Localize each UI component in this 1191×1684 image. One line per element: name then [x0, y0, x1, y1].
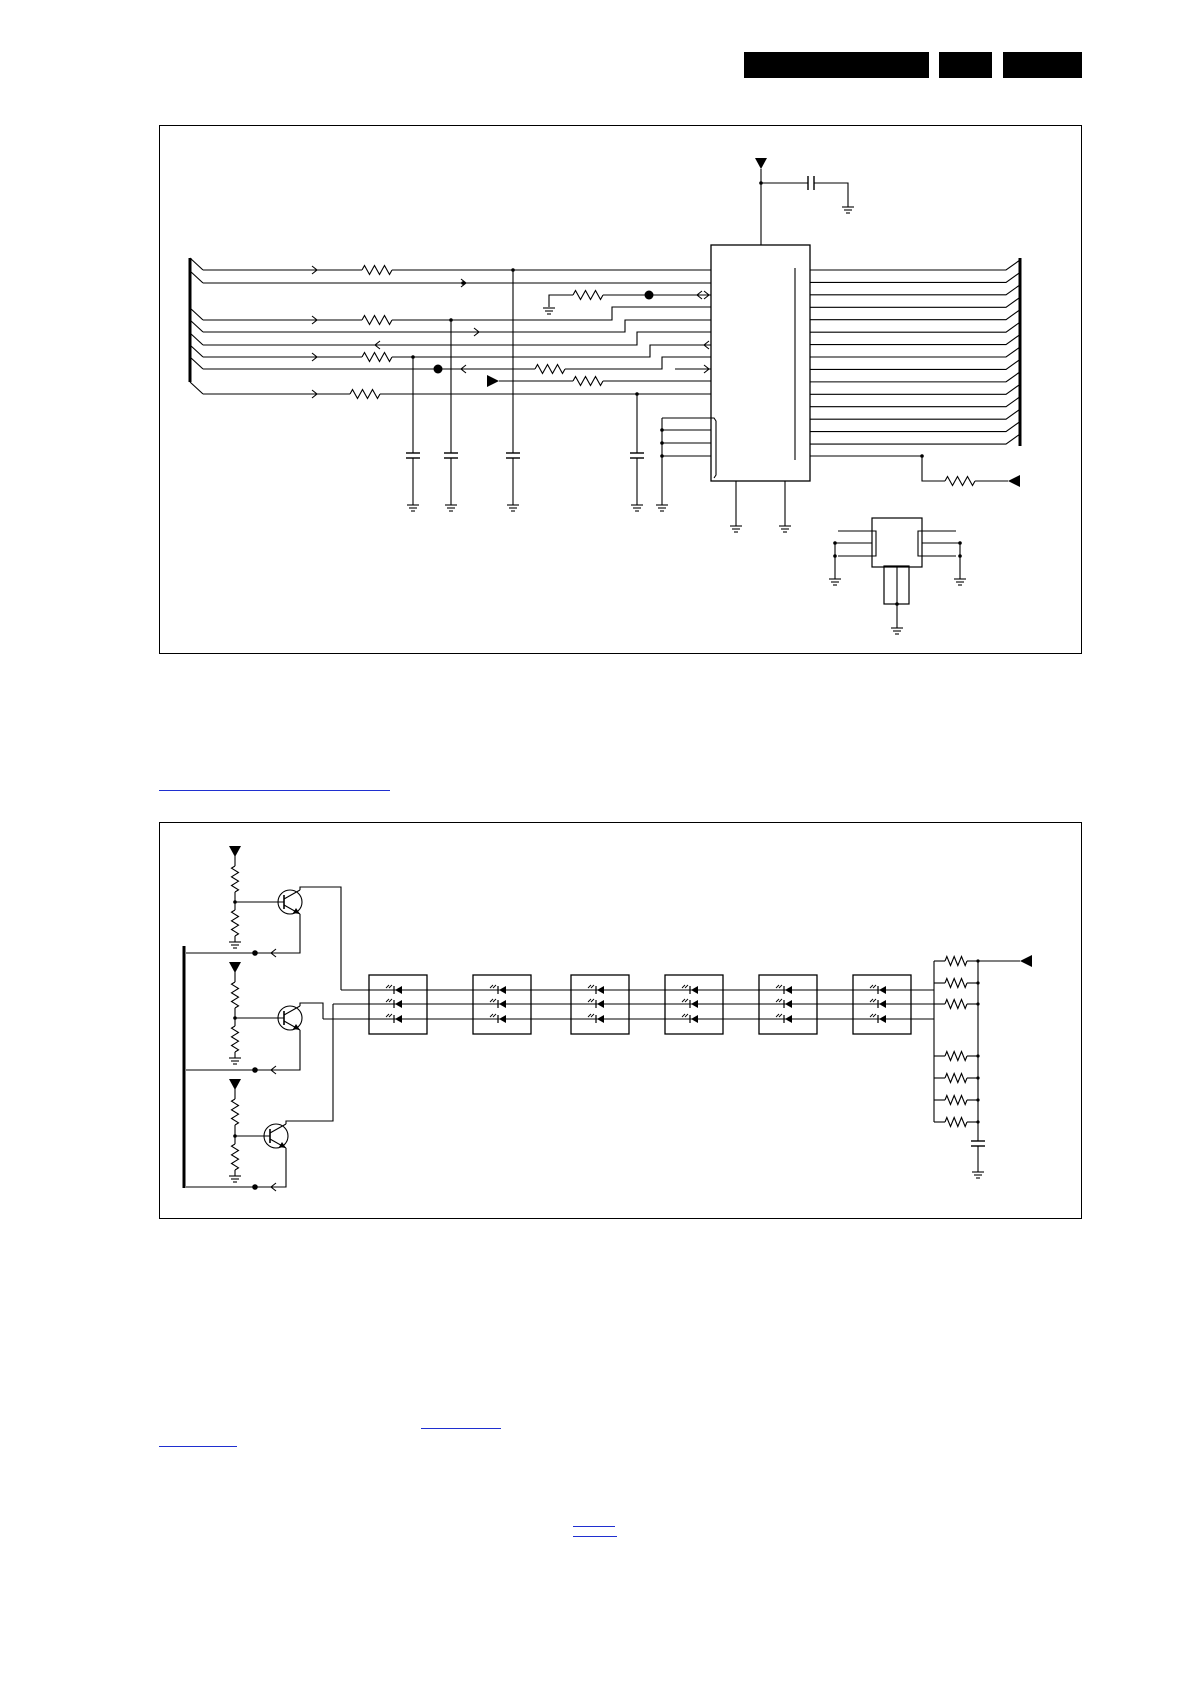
wire — [810, 397, 1020, 407]
wire — [190, 320, 203, 332]
diode-triangle — [597, 986, 604, 994]
diode-triangle — [499, 986, 506, 994]
resistor-icon — [232, 910, 239, 936]
ground-icon — [229, 1058, 241, 1064]
junction-dot — [252, 950, 258, 956]
capacitor-icon — [808, 176, 814, 190]
ground-icon — [829, 579, 841, 585]
supply-arrow-icon — [229, 846, 241, 857]
wire — [810, 347, 1020, 357]
diode-triangle — [597, 1015, 604, 1023]
light-ray — [490, 999, 493, 1002]
supply-arrow-icon — [229, 1079, 241, 1090]
transistor-collector — [284, 890, 300, 899]
wire — [810, 335, 1020, 345]
wire — [203, 320, 711, 332]
light-ray — [493, 1014, 496, 1017]
capacitor-icon — [406, 453, 420, 458]
wire — [810, 409, 1020, 419]
ground-icon — [229, 942, 241, 948]
light-ray — [682, 985, 685, 988]
ground-icon — [656, 505, 668, 511]
light-ray — [493, 985, 496, 988]
bottom-component-icon — [829, 518, 966, 634]
wire — [565, 357, 711, 369]
transistor-collector — [270, 1124, 286, 1133]
wire — [190, 308, 203, 320]
diode-triangle — [879, 1000, 886, 1008]
input-arrow-right-icon — [487, 375, 499, 387]
resistor-icon — [362, 266, 392, 275]
light-ray — [685, 1014, 688, 1017]
capacitor-icon — [444, 453, 458, 458]
diode-triangle — [499, 1000, 506, 1008]
ground-icon — [954, 579, 966, 585]
component-body — [872, 518, 922, 567]
wire — [186, 914, 300, 953]
wire — [810, 422, 1020, 432]
ground-icon — [507, 505, 519, 511]
junction-dot — [895, 602, 899, 606]
light-ray — [493, 999, 496, 1002]
ground-icon — [972, 1172, 984, 1178]
resistor-icon — [232, 982, 239, 1008]
junction-dot — [461, 281, 465, 285]
capacitor-icon — [971, 1141, 985, 1146]
input-arrow-left-icon — [1008, 475, 1020, 487]
ground-icon — [631, 505, 643, 511]
light-ray — [685, 985, 688, 988]
resistor-icon — [945, 1000, 967, 1009]
light-ray — [682, 999, 685, 1002]
junction-dot — [645, 291, 654, 300]
wire — [186, 1030, 300, 1070]
resistor-icon — [945, 957, 967, 966]
diode-triangle — [691, 1015, 698, 1023]
supply-arrow-icon — [229, 962, 241, 973]
wire — [810, 260, 1020, 270]
wire — [186, 1148, 286, 1187]
wire — [810, 372, 1020, 382]
light-ray — [591, 985, 594, 988]
supply-arrow-icon — [755, 158, 767, 169]
input-arrow-left-icon — [1020, 955, 1032, 967]
light-ray — [870, 985, 873, 988]
wire — [300, 1003, 323, 1019]
diode-triangle — [785, 986, 792, 994]
resistor-icon — [945, 1096, 967, 1105]
light-ray — [389, 985, 392, 988]
wire — [549, 295, 573, 307]
diode-triangle — [395, 1000, 402, 1008]
diode-triangle — [879, 986, 886, 994]
wire — [300, 887, 341, 990]
ground-icon — [407, 505, 419, 511]
wire — [190, 345, 203, 357]
resistor-icon — [350, 390, 380, 399]
resistor-icon — [232, 1099, 239, 1125]
light-ray — [870, 999, 873, 1002]
light-ray — [386, 999, 389, 1002]
ground-icon — [445, 505, 457, 511]
ground-icon — [842, 207, 854, 213]
light-ray — [588, 985, 591, 988]
resistor-icon — [945, 477, 975, 486]
driver-stage-1 — [186, 846, 341, 990]
diode-triangle — [785, 1015, 792, 1023]
capacitor-icon — [506, 453, 520, 458]
diode-triangle — [395, 986, 402, 994]
diode-triangle — [597, 1000, 604, 1008]
light-ray — [389, 999, 392, 1002]
resistor-icon — [573, 291, 603, 300]
wire — [203, 332, 711, 345]
resistor-icon — [362, 316, 392, 325]
wire — [286, 1004, 333, 1124]
resistor-icon — [232, 866, 239, 892]
junction-dot — [434, 365, 443, 374]
light-ray — [873, 1014, 876, 1017]
resistor-icon — [232, 1144, 239, 1170]
light-ray — [870, 1014, 873, 1017]
light-ray — [591, 1014, 594, 1017]
wire — [810, 297, 1020, 307]
wire — [810, 456, 945, 481]
light-ray — [873, 985, 876, 988]
resistor-icon — [945, 979, 967, 988]
wire — [810, 322, 1020, 332]
wire — [810, 272, 1020, 282]
wire — [190, 271, 203, 283]
light-ray — [873, 999, 876, 1002]
resistor-icon — [945, 1074, 967, 1083]
wire — [190, 333, 203, 345]
light-ray — [389, 1014, 392, 1017]
light-ray — [779, 985, 782, 988]
diode-triangle — [499, 1015, 506, 1023]
wire — [810, 384, 1020, 394]
light-ray — [682, 1014, 685, 1017]
diode-triangle — [395, 1015, 402, 1023]
wire — [810, 434, 1020, 444]
wire — [662, 418, 716, 478]
light-ray — [776, 999, 779, 1002]
light-ray — [776, 985, 779, 988]
junction-dot — [252, 1067, 258, 1073]
resistor-icon — [945, 1118, 967, 1127]
ground-icon — [891, 628, 903, 634]
light-ray — [490, 1014, 493, 1017]
driver-stage-2 — [186, 962, 323, 1074]
diode-triangle — [691, 1000, 698, 1008]
transistor-collector — [284, 1006, 300, 1015]
light-ray — [588, 999, 591, 1002]
light-ray — [779, 999, 782, 1002]
diode-triangle — [879, 1015, 886, 1023]
control-schematic-drawing — [190, 158, 1020, 634]
wire — [814, 183, 848, 207]
light-ray — [591, 999, 594, 1002]
resistor-icon — [232, 1026, 239, 1052]
wire — [190, 258, 203, 270]
resistor-icon — [945, 1052, 967, 1061]
junction-dot — [252, 1184, 258, 1190]
light-ray — [685, 999, 688, 1002]
light-ray — [490, 985, 493, 988]
wire — [810, 285, 1020, 295]
light-ray — [588, 1014, 591, 1017]
light-ray — [386, 985, 389, 988]
diode-triangle — [691, 986, 698, 994]
ground-icon — [779, 526, 791, 532]
wire — [810, 359, 1020, 369]
resistor-icon — [535, 365, 565, 374]
diode-triangle — [785, 1000, 792, 1008]
capacitor-icon — [630, 453, 644, 458]
light-ray — [779, 1014, 782, 1017]
wire — [392, 307, 711, 320]
wire — [190, 382, 203, 394]
wire — [810, 310, 1020, 320]
ground-icon — [543, 308, 555, 314]
resistor-icon — [573, 377, 603, 386]
wire — [392, 345, 711, 357]
led-driver-schematic-drawing — [184, 846, 1032, 1191]
wire — [190, 357, 203, 369]
light-ray — [386, 1014, 389, 1017]
resistor-icon — [362, 353, 392, 362]
ground-icon — [229, 1176, 241, 1182]
driver-stage-3 — [186, 1004, 333, 1191]
light-ray — [776, 1014, 779, 1017]
ground-icon — [730, 526, 742, 532]
junction-dot — [920, 454, 924, 458]
